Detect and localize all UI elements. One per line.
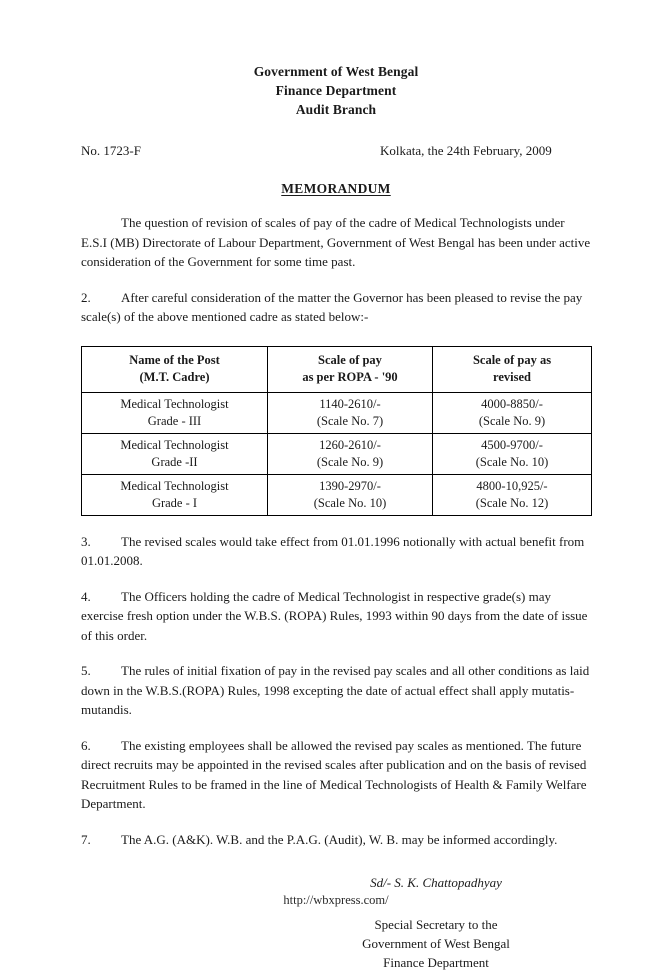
cell-revised-scale-number: (Scale No. 12) — [475, 495, 549, 510]
cell-revised-scale — [433, 433, 592, 474]
signatory-designation — [281, 915, 591, 972]
paragraph-5 — [81, 661, 591, 720]
footer-url: http://wbxpress.com/ — [283, 893, 389, 907]
paragraph-5-number: 5. — [81, 663, 91, 678]
column-header-revised-scale — [433, 346, 592, 392]
cell-old-scale-value: 1260-2610/- — [319, 437, 381, 452]
cell-revised-scale — [433, 392, 592, 433]
cell-old-scale-number: (Scale No. 7) — [316, 413, 384, 428]
paragraph-7 — [81, 830, 591, 850]
paragraph-6-text: The existing employees shall be allowed the revised pay scales as mentioned. The future direct recruits may be appointed in the revised scales after publication and on the basis of revised Recruitment Rules to be framed in the line of Medical Technologists of Health & Family Welfare Department. — [81, 737, 587, 811]
cell-revised-scale — [433, 474, 592, 515]
cell-post-line2: Grade - III — [147, 413, 202, 428]
cell-old-scale-value: 1140-2610/- — [319, 396, 381, 411]
cell-post-line1: Medical Technologist — [120, 396, 229, 411]
cell-post-line1: Medical Technologist — [120, 437, 229, 452]
cell-post-line2: Grade -II — [151, 454, 198, 469]
paragraph-5-text: The rules of initial fixation of pay in the revised pay scales and all other conditions as laid down in the W.B.S.(ROPA) Rules, 1998 excepting the date of actual effect shall apply mutatis-mutandis. — [81, 663, 590, 717]
cell-revised-scale-value: 4800-10,925/- — [476, 478, 548, 493]
cell-post — [82, 433, 268, 474]
column-header-old-scale-line1: Scale of pay — [318, 352, 382, 367]
paragraph-7-number: 7. — [81, 831, 91, 847]
table-row — [82, 474, 592, 515]
cell-old-scale-number: (Scale No. 10) — [313, 495, 387, 510]
cell-old-scale — [268, 433, 433, 474]
cell-revised-scale-value: 4000-8850/- — [481, 396, 543, 411]
cell-revised-scale-number: (Scale No. 10) — [475, 454, 549, 469]
masthead-branch: Audit Branch — [295, 102, 377, 117]
reference-row — [81, 143, 591, 159]
paragraph-3-text: The revised scales would take effect from 01.01.1996 notionally with actual benefit from 01.01.2008. — [81, 533, 585, 568]
cell-post — [82, 474, 268, 515]
column-header-old-scale-line2: as per ROPA - '90 — [302, 369, 398, 384]
pay-scale-table — [81, 346, 592, 516]
paragraph-2-text: After careful consideration of the matter the Governor has been pleased to revise the pay scale(s) of the above mentioned cadre as stated below:- — [81, 289, 583, 324]
column-header-post-line1: Name of the Post — [129, 352, 220, 367]
cell-revised-scale-number: (Scale No. 9) — [478, 413, 546, 428]
paragraph-4 — [81, 587, 591, 646]
paragraph-4-number: 4. — [81, 588, 91, 604]
cell-old-scale — [268, 392, 433, 433]
cell-old-scale-number: (Scale No. 9) — [316, 454, 384, 469]
signature-block — [281, 873, 591, 972]
column-header-post — [82, 346, 268, 392]
memorandum-heading: MEMORANDUM — [281, 181, 391, 196]
designation-line-1: Special Secretary to the — [374, 917, 498, 932]
column-header-revised-scale-line2: revised — [493, 369, 531, 384]
cell-old-scale-value: 1390-2970/- — [319, 478, 381, 493]
cell-revised-scale-value: 4500-9700/- — [481, 437, 543, 452]
paragraph-7-text: The A.G. (A&K). W.B. and the P.A.G. (Audit), W. B. may be informed accordingly. — [121, 831, 558, 847]
designation-line-2: Government of West Bengal — [362, 936, 510, 951]
paragraph-6 — [81, 736, 591, 814]
paragraph-2-number: 2. — [81, 289, 91, 305]
cell-post — [82, 392, 268, 433]
memo-number: No. 1723-F — [81, 143, 141, 158]
column-header-revised-scale-line1: Scale of pay as — [472, 352, 552, 367]
paragraph-4-text: The Officers holding the cadre of Medical Technologist in respective grade(s) may exercise fresh option under the W.B.S. (ROPA) Rules, 1993 within 90 days from the date of issue of this order. — [81, 588, 588, 643]
cell-post-line2: Grade - I — [151, 495, 198, 510]
paragraph-6-number: 6. — [81, 737, 91, 753]
designation-line-3: Finance Department — [383, 955, 489, 970]
masthead-government: Government of West Bengal — [253, 64, 419, 79]
table-row — [82, 392, 592, 433]
signatory-name: Sd/- S. K. Chattopadhyay — [370, 875, 502, 890]
column-header-post-line2: (M.T. Cadre) — [139, 369, 210, 384]
table-header-row — [82, 346, 592, 392]
paragraph-3 — [81, 532, 591, 571]
masthead-department: Finance Department — [275, 83, 397, 98]
paragraph-2 — [81, 288, 591, 327]
cell-post-line1: Medical Technologist — [120, 478, 229, 493]
paragraph-3-number: 3. — [81, 533, 91, 549]
table-row — [82, 433, 592, 474]
cell-old-scale — [268, 474, 433, 515]
column-header-old-scale — [268, 346, 433, 392]
paragraph-1: The question of revision of scales of pay of the cadre of Medical Technologists under E.S.I (MB) Directorate of Labour Department, Government of West Bengal has been under active consideration of the Government for some time past. — [81, 215, 591, 269]
place-and-date: Kolkata, the 24th February, 2009 — [380, 143, 552, 158]
masthead — [81, 0, 591, 119]
